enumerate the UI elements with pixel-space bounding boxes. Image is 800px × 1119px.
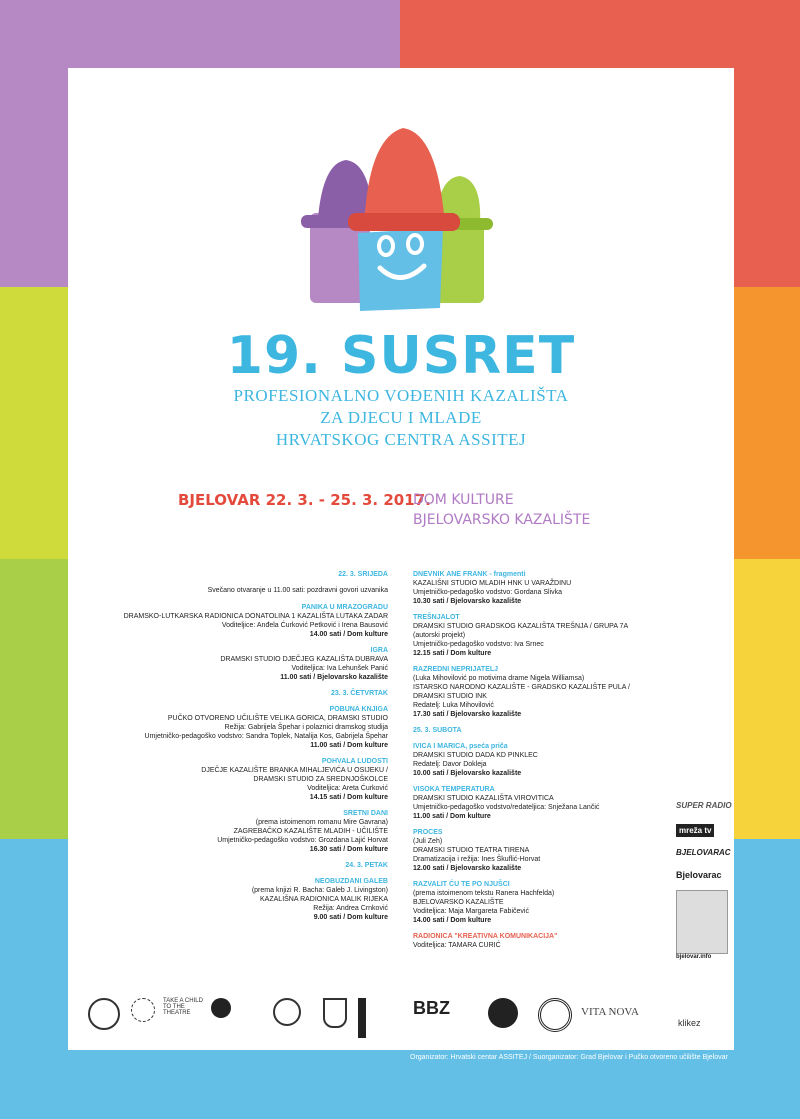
event-item	[108, 646, 388, 682]
event-item	[413, 932, 643, 950]
partner-emblem-icon	[273, 998, 301, 1026]
partner-emblem-icon	[358, 998, 366, 1038]
event-line: Režija: Andrea Crnković	[313, 905, 388, 912]
event-item	[108, 809, 388, 854]
event-line: Voditeljica: Areta Ćurković	[307, 785, 388, 792]
partner-take-a-child: TAKE A CHILD TO THE THEATRE	[163, 998, 203, 1016]
event-line: DRAMSKI STUDIO TEATRA TIRENA	[413, 847, 530, 854]
event-title: PROCES	[413, 829, 443, 836]
event-line: DRAMSKI STUDIO DADA KD PINKLEC	[413, 752, 538, 759]
event-title: SRETNI DANI	[343, 810, 388, 817]
venue-1: DOM KULTURE	[413, 492, 514, 508]
event-time: 10.30 sati / Bjelovarsko kazalište	[413, 598, 522, 605]
event-time: 17.30 sati / Bjelovarsko kazalište	[413, 711, 522, 718]
event-time: 14.00 sati / Dom kulture	[413, 917, 492, 924]
media-logo-mreza-tv: mreža tv	[676, 824, 714, 837]
event-title: RAZVALIT ĆU TE PO NJUŠCI	[413, 881, 510, 888]
event-title: IVICA I MARICA, pseća priča	[413, 743, 508, 750]
event-item	[413, 665, 643, 719]
event-line: Voditeljice: Anđela Ćurković Petković i Irena Bausović	[221, 622, 388, 629]
event-line: (Juli Zeh)	[413, 838, 443, 845]
day-heading: 25. 3. SUBOTA	[413, 727, 462, 734]
event-line: Voditeljica: TAMARA CURIĆ	[413, 942, 501, 949]
event-line: DJEČJE KAZALIŠTE BRANKA MIHALJEVIĆA U OSIJEKU /	[201, 767, 388, 774]
event-time: 12.00 sati / Bjelovarsko kazalište	[413, 865, 522, 872]
event-time: 14.00 sati / Dom kulture	[309, 631, 388, 638]
event-item	[413, 785, 643, 821]
event-time: 16.30 sati / Dom kulture	[309, 846, 388, 853]
event-time: 11.00 sati / Dom kulture	[413, 813, 491, 820]
partner-emblem-icon	[211, 998, 231, 1018]
event-line: KAZALIŠNA RADIONICA MALIK RIJEKA	[260, 896, 388, 903]
event-title: POHVALA LUDOSTI	[321, 758, 388, 765]
event-line: Dramatizacija i režija: Ines Škuflić-Horvat	[413, 856, 541, 863]
event-line: (prema istoimenom romanu Mire Gavrana)	[255, 819, 388, 826]
partner-klikez: klikez	[678, 1018, 701, 1028]
media-logo-bjelovarac: BJELOVARAC	[676, 848, 731, 857]
subtitle-line-3: HRVATSKOG CENTRA ASSITEJ	[275, 430, 527, 449]
event-item	[413, 880, 643, 925]
event-item	[413, 570, 643, 606]
partner-emblem-icon	[488, 998, 518, 1028]
media-logo-bjelovar-info: bjelovar.info	[676, 954, 712, 960]
partner-bbz: BBZ	[413, 998, 450, 1018]
event-line: Redatelj: Luka Mihovilović	[413, 702, 494, 709]
event-line: Umjetničko-pedagoško vodstvo: Iva Srnec	[413, 641, 544, 648]
partner-emblem-icon	[88, 998, 120, 1030]
event-line: KAZALIŠNI STUDIO MLADIH HNK U VARAŽDINU	[413, 580, 572, 587]
event-line: (prema istoimenom tekstu Ranera Hachfelda)	[413, 890, 555, 897]
event-line: DRAMSKI STUDIO DJEČJEG KAZALIŠTA DUBRAVA	[220, 656, 388, 663]
event-line: Umjetničko-pedagoško vodstvo/redateljica: Snježana Lančić	[413, 804, 600, 811]
event-line: BJELOVARSKO KAZALIŠTE	[413, 899, 504, 906]
event-item	[413, 828, 643, 873]
event-time: 12.15 sati / Dom kulture	[413, 650, 492, 657]
event-time: 10.00 sati / Bjelovarsko kazalište	[413, 770, 522, 777]
event-title: DNEVNIK ANE FRANK - fragmenti	[413, 571, 526, 578]
media-logo-super-radio: SUPER RADIO	[676, 801, 732, 810]
event-line: Umjetničko-pedagoško vodstvo: Gordana Slivka	[413, 589, 563, 596]
event-title: PANIKA U MRAZOGRADU	[301, 604, 388, 611]
organizer-footer: Organizator: Hrvatski centar ASSITEJ / Suorganizator: Grad Bjelovar i Pučko otvoreno učilište Bjelovar	[410, 1054, 728, 1061]
event-item	[108, 705, 388, 750]
event-title: POBUNA KNJIGA	[329, 706, 388, 713]
event-line: (Luka Mihovilović po motivima drame Nigela Williamsa)	[413, 675, 585, 682]
event-line: Umjetničko-pedagoško vodstvo: Grozdana Lajić Horvat	[217, 837, 388, 844]
event-item	[413, 613, 643, 658]
poster	[68, 68, 734, 1050]
bjelovar-info-icon	[676, 890, 728, 954]
venue-2: BJELOVARSKO KAZALIŠTE	[413, 512, 591, 528]
event-title: TREŠNJALOT	[413, 614, 460, 621]
city-dates: BJELOVAR 22. 3. - 25. 3. 2017.	[178, 491, 431, 509]
event-time: 11.00 sati / Dom kulture	[310, 742, 388, 749]
event-item	[413, 742, 643, 778]
event-time: 9.00 sati / Dom kulture	[313, 914, 388, 921]
day-heading: 24. 3. PETAK	[345, 862, 388, 869]
event-line: Umjetničko-pedagoško vodstvo: Sandra Toplek, Natalija Kos, Gabrijela Špehar	[144, 733, 388, 740]
program-right-column	[413, 570, 643, 957]
subtitle-line-2: ZA DJECU I MLADE	[320, 408, 482, 427]
event-line: Voditeljica: Iva Lehunšek Panić	[291, 665, 388, 672]
event-line: Voditeljica: Maja Margareta Fabičević	[413, 908, 529, 915]
partner-vita-nova: VITA NOVA	[581, 1006, 639, 1018]
media-logo-bjelovarac-2: Bjelovarac	[676, 870, 722, 880]
subtitle-line-1: PROFESIONALNO VOĐENIH KAZALIŠTA	[233, 386, 569, 405]
page-title: 19. SUSRET	[226, 326, 576, 386]
event-line: (autorski projekt)	[413, 632, 466, 639]
partner-logos	[83, 998, 723, 1043]
event-title: VISOKA TEMPERATURA	[413, 786, 495, 793]
event-line: DRAMSKO-LUTKARSKA RADIONICA DONATOLINA 1 KAZALIŠTA LUTAKA ZADAR	[123, 613, 388, 620]
event-title: RAZREDNI NEPRIJATELJ	[413, 666, 499, 673]
event-line: ZAGREBAČKO KAZALIŠTE MLADIH - UČILIŠTE	[233, 828, 388, 835]
partner-emblem-icon	[131, 998, 155, 1022]
event-line: (prema knjizi R. Bacha: Galeb J. Livingston)	[251, 887, 388, 894]
day-heading: 23. 3. ČETVRTAK	[330, 690, 388, 697]
opening-text: Svečano otvaranje u 11.00 sati: pozdravni govori uzvanika	[207, 587, 388, 594]
event-time: 14.15 sati / Dom kulture	[309, 794, 388, 801]
event-time: 11.00 sati / Bjelovarsko kazalište	[280, 674, 388, 681]
event-item	[108, 877, 388, 922]
event-line: PUČKO OTVORENO UČILIŠTE VELIKA GORICA, DRAMSKI STUDIO	[167, 715, 388, 722]
event-line: Redatelj: Davor Dokleja	[413, 761, 487, 768]
event-title: NEOBUZDANI GALEB	[314, 878, 388, 885]
day-heading: 22. 3. SRIJEDA	[338, 571, 388, 578]
partner-emblem-icon	[538, 998, 572, 1032]
event-line: ISTARSKO NARODNO KAZALIŠTE - GRADSKO KAZALIŠTE PULA / DRAMSKI STUDIO INK	[413, 684, 630, 700]
event-line: DRAMSKI STUDIO KAZALIŠTA VIROVITICA	[413, 795, 554, 802]
event-title: RADIONICA "KREATIVNA KOMUNIKACIJA"	[413, 933, 558, 940]
event-line: Režija: Gabrijela Špehar i polaznici dramskog studija	[224, 724, 388, 731]
event-title: IGRA	[370, 647, 388, 654]
festival-logo	[68, 68, 734, 318]
event-line: DRAMSKI STUDIO ZA SREDNJOŠKOLCE	[253, 776, 388, 783]
program-left-column	[108, 570, 388, 929]
event-line: DRAMSKI STUDIO GRADSKOG KAZALIŠTA TREŠNJA / GRUPA 7A	[413, 623, 629, 630]
partner-emblem-icon	[323, 998, 347, 1028]
event-item	[108, 757, 388, 802]
event-item	[108, 603, 388, 639]
